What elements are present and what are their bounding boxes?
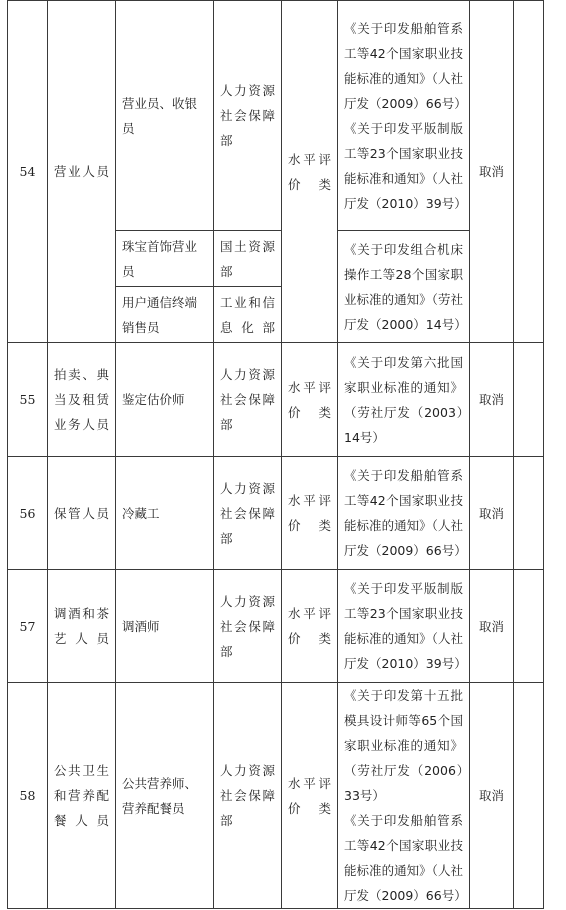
sub-occupation-name: 调酒师 xyxy=(116,570,214,683)
evaluation-type: 水平评价类 xyxy=(282,343,338,457)
table-row-57 xyxy=(8,570,544,683)
row-number: 56 xyxy=(8,457,48,570)
occupation-name: 保管人员 xyxy=(48,457,116,570)
occupation-name: 拍卖、典当及租赁业务人员 xyxy=(48,343,116,457)
policy-document: 《关于印发船舶管系工等42个国家职业技能标准的通知》（人社厅发（2009）66号） xyxy=(344,813,467,903)
evaluation-type: 水平评价类 xyxy=(282,570,338,683)
row-number: 57 xyxy=(8,570,48,683)
action-status: 取消 xyxy=(470,457,514,570)
department: 人力资源社会保障部 xyxy=(214,1,282,231)
sub-occupation-name: 珠宝首饰营业员 xyxy=(116,231,214,287)
evaluation-type: 水平评价类 xyxy=(282,1,338,343)
remarks-cell xyxy=(514,457,544,570)
action-status: 取消 xyxy=(470,343,514,457)
action-status: 取消 xyxy=(470,570,514,683)
action-status: 取消 xyxy=(470,683,514,909)
occupation-name: 公共卫生和营养配餐人员 xyxy=(48,683,116,909)
row-number: 54 xyxy=(8,1,48,343)
sub-occupation-name: 营业员、收银员 xyxy=(116,1,214,231)
sub-occupation-name: 冷藏工 xyxy=(116,457,214,570)
evaluation-type: 水平评价类 xyxy=(282,457,338,570)
department: 工业和信息化部 xyxy=(214,287,282,343)
occupation-qualification-table xyxy=(7,0,544,909)
evaluation-type: 水平评价类 xyxy=(282,683,338,909)
occupation-name: 营业人员 xyxy=(48,1,116,343)
row-number: 55 xyxy=(8,343,48,457)
policy-document: 《关于印发平版制版工等23个国家职业技能标准和通知》（人社厅发（2010）39号） xyxy=(344,120,467,211)
policy-document: 《关于印发第十五批模具设计师等65个国家职业标准的通知》（劳社厅发（2006）33号） xyxy=(344,688,463,803)
policy-document-cell xyxy=(338,683,470,909)
policy-document: 《关于印发船舶管系工等42个国家职业技能标准的通知》（人社厅发（2009）66号） xyxy=(338,457,470,570)
department: 人力资源社会保障部 xyxy=(214,683,282,909)
action-status: 取消 xyxy=(470,1,514,343)
remarks-cell xyxy=(514,343,544,457)
department: 人力资源社会保障部 xyxy=(214,570,282,683)
department: 人力资源社会保障部 xyxy=(214,343,282,457)
remarks-cell xyxy=(514,1,544,343)
policy-document: 《关于印发平版制版工等23个国家职业技能标准的通知》（人社厅发（2010）39号） xyxy=(338,570,470,683)
policy-document: 《关于印发组合机床操作工等28个国家职业标准的通知》（劳社厅发（2000）14号） xyxy=(338,231,470,343)
sub-occupation-name: 鉴定估价师 xyxy=(116,343,214,457)
remarks-cell xyxy=(514,570,544,683)
sub-occupation-name: 用户通信终端销售员 xyxy=(116,287,214,343)
table-row-58 xyxy=(8,683,544,909)
remarks-cell xyxy=(514,683,544,909)
row-number: 58 xyxy=(8,683,48,909)
policy-document: 《关于印发第六批国家职业标准的通知》（劳社厅发（2003）14号） xyxy=(338,343,470,457)
sub-occupation-name: 公共营养师、营养配餐员 xyxy=(116,683,214,909)
table-row-56 xyxy=(8,457,544,570)
department: 人力资源社会保障部 xyxy=(214,457,282,570)
policy-document-cell xyxy=(338,1,470,231)
department: 国土资源部 xyxy=(214,231,282,287)
policy-document: 《关于印发船舶管系工等42个国家职业技能标准的通知》（人社厅发（2009）66号） xyxy=(344,20,467,111)
occupation-name: 调酒和茶艺人员 xyxy=(48,570,116,683)
table-row-54 xyxy=(8,1,544,231)
table-row-55 xyxy=(8,343,544,457)
